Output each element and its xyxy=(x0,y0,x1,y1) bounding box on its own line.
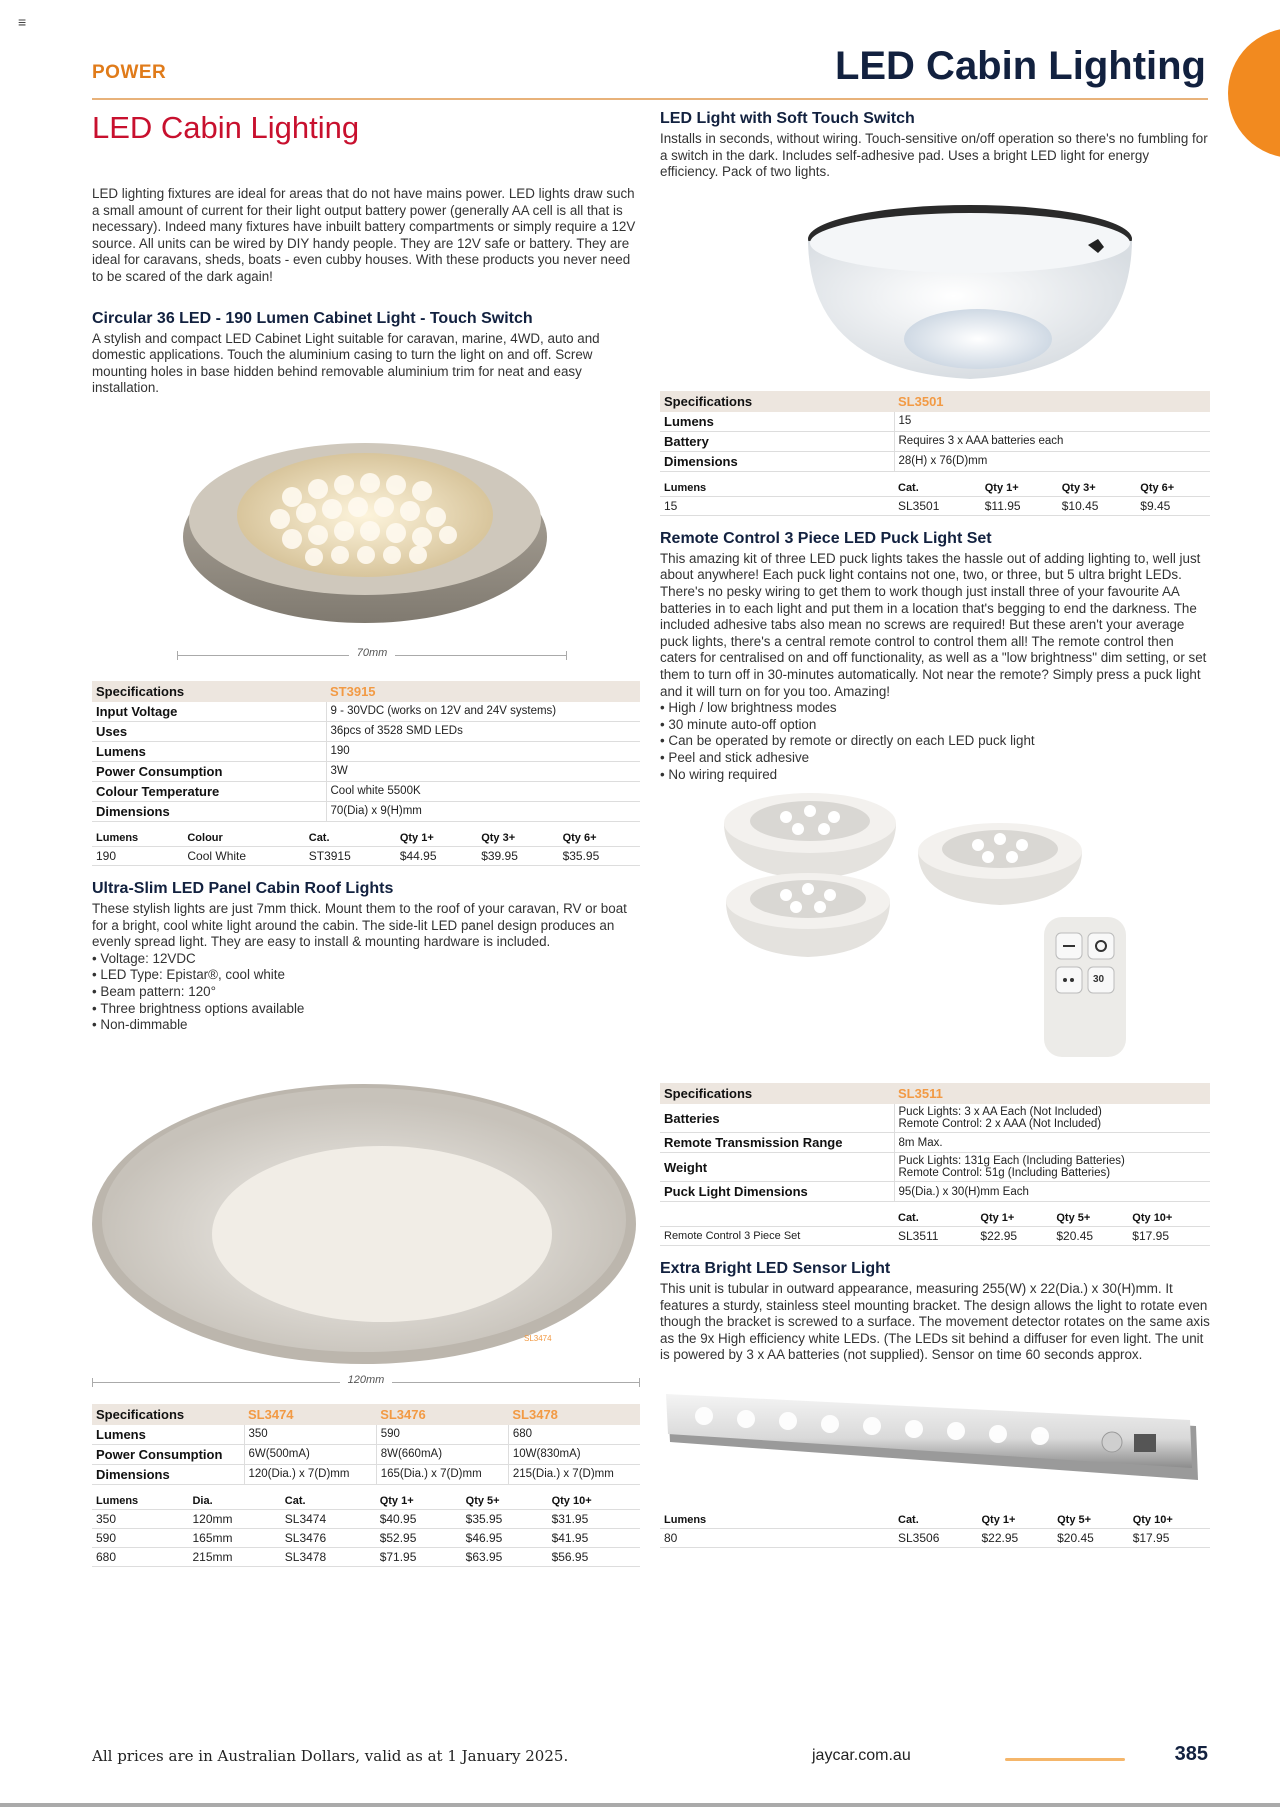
sl3474-image-code: SL3474 xyxy=(524,1333,552,1343)
spec-header-code: SL3501 xyxy=(894,391,1210,412)
sl3511-image xyxy=(660,783,1210,1083)
price-cell: $41.95 xyxy=(548,1528,640,1547)
price-col-qty10: Qty 10+ xyxy=(1132,1514,1173,1527)
spec-table-sl3511 xyxy=(660,1083,1210,1202)
spec-key: Dimensions xyxy=(660,451,894,471)
price-cell: $17.95 xyxy=(1128,1227,1210,1246)
price-cell: 80 xyxy=(660,1529,894,1548)
spec-value: 28(H) x 76(D)mm xyxy=(894,451,1210,471)
spec-key: Puck Light Dimensions xyxy=(660,1182,894,1202)
price-cell: $17.95 xyxy=(1129,1529,1210,1548)
price-row xyxy=(660,1227,1210,1246)
spec-key: Power Consumption xyxy=(92,761,326,781)
list-item: • High / low brightness modes xyxy=(660,700,1210,717)
price-col-lumens: Lumens xyxy=(664,481,707,494)
price-col-cat: Cat. xyxy=(308,831,330,844)
spec-value: 10W(830mA) xyxy=(508,1444,640,1464)
spec-row xyxy=(660,431,1210,451)
spec-row xyxy=(92,721,640,741)
price-col-lumens: Lumens xyxy=(96,1494,139,1507)
section-label: POWER xyxy=(92,62,167,83)
spec-key: Colour Temperature xyxy=(92,781,326,801)
price-cell: 15 xyxy=(660,496,894,515)
spec-row xyxy=(660,1133,1210,1153)
spec-row xyxy=(92,1444,640,1464)
spec-row xyxy=(660,412,1210,432)
spec-value: 8W(660mA) xyxy=(376,1444,508,1464)
spec-value: 120(Dia.) x 7(D)mm xyxy=(244,1464,376,1484)
list-item: • LED Type: Epistar®, cool white xyxy=(92,967,640,984)
product-title-sl3511: Remote Control 3 Piece LED Puck Light Set xyxy=(660,529,992,547)
price-cell: 120mm xyxy=(188,1509,280,1528)
product-desc-st3915: A stylish and compact LED Cabinet Light suitable for caravan, marine, 4WD, auto and domestic applications. Touch the aluminium casing to turn the light on and off. Screw mounting holes in base hidden behind removable aluminium trim for neat and easy installation. xyxy=(92,330,600,396)
sl3474-image xyxy=(92,1034,640,1374)
price-row xyxy=(660,1529,1210,1548)
spec-row xyxy=(660,1153,1210,1182)
price-col-qty1: Qty 1+ xyxy=(981,1514,1016,1527)
product-title-sl3506: Extra Bright LED Sensor Light xyxy=(660,1260,891,1278)
spec-table-sl3501 xyxy=(660,391,1210,472)
spec-key: Lumens xyxy=(92,741,326,761)
price-cell: 215mm xyxy=(188,1547,280,1566)
price-cell: $20.45 xyxy=(1053,1529,1129,1548)
spec-header-code: SL3511 xyxy=(894,1083,1210,1104)
footer-website-link[interactable]: jaycar.com.au xyxy=(812,1747,911,1764)
price-row xyxy=(92,1547,640,1566)
cat-code-link[interactable]: SL3511 xyxy=(894,1227,976,1246)
product-desc-sl3474: These stylish lights are just 7mm thick. Mount them to the roof of your caravan, RV or boat for a bright, cool white light around the cabin. The side-lit LED panel design produces an evenly spread light. They are easy to install & mounting hardware is included. xyxy=(92,900,627,950)
price-cell: $11.95 xyxy=(981,496,1058,515)
price-cell: $35.95 xyxy=(559,846,640,865)
product-desc-sl3501: Installs in seconds, without wiring. Touch-sensitive on/off operation so there's no fumbling for a switch in the dark. Includes self-adhesive pad. Uses a bright LED light for energy efficiency. Pack of two lights. xyxy=(660,131,1208,180)
price-cell: $46.95 xyxy=(462,1528,548,1547)
list-item: • Can be operated by remote or directly on each LED puck light xyxy=(660,733,1210,750)
spec-key: Lumens xyxy=(92,1425,244,1445)
spec-value: 95(Dia.) x 30(H)mm Each xyxy=(898,1185,1029,1198)
cat-code-link[interactable]: SL3506 xyxy=(894,1529,978,1548)
spec-key: Dimensions xyxy=(92,801,326,821)
st3915-image xyxy=(92,397,640,647)
spec-key: Battery xyxy=(660,431,894,451)
price-cell: 680 xyxy=(92,1547,188,1566)
price-col-qty5: Qty 5+ xyxy=(1056,1212,1091,1225)
spec-value: Remote Control: 51g (Including Batteries) xyxy=(898,1167,1111,1180)
product-desc-sl3506: This unit is tubular in outward appearance, measuring 255(W) x 22(Dia.) x 30(H)mm. It features a sturdy, stainless steel mounting bracket. The design allows the light to rotate even though the bracket is screwed to a surface. The movement detector rotates on the same axis as the 9x High efficiency white LEDs. (The LEDs sit behind a diffuser for even light. The unit is powered by 3 x AA batteries (not supplied). Sensor on time 60 seconds approx. xyxy=(660,1281,1210,1363)
page-title: LED Cabin Lighting xyxy=(834,44,1206,88)
sl3474-dimension-label: 120mm xyxy=(340,1374,393,1386)
title-divider xyxy=(92,98,1208,100)
price-col-qty6: Qty 6+ xyxy=(562,831,597,844)
price-table-sl3511 xyxy=(660,1210,1210,1246)
spec-key: Batteries xyxy=(660,1104,894,1133)
price-col-colour: Colour xyxy=(187,831,223,844)
list-item: • 30 minute auto-off option xyxy=(660,717,1210,734)
spec-value: 350 xyxy=(244,1425,376,1445)
price-cell: $56.95 xyxy=(548,1547,640,1566)
cat-code-link[interactable]: SL3501 xyxy=(894,496,981,515)
price-row xyxy=(92,1509,640,1528)
spec-value: 3W xyxy=(326,761,640,781)
right-column xyxy=(660,110,1210,1548)
price-cell: $20.45 xyxy=(1052,1227,1128,1246)
spec-header-label: Specifications xyxy=(660,391,894,412)
spec-table-sl3474 xyxy=(92,1404,640,1485)
spec-row xyxy=(92,741,640,761)
price-col-qty1: Qty 1+ xyxy=(379,1494,414,1507)
spec-value: 8m Max. xyxy=(898,1136,943,1149)
sl3511-feature-list xyxy=(660,700,1210,783)
price-cell: $35.95 xyxy=(462,1509,548,1528)
price-table-sl3501 xyxy=(660,480,1210,516)
spec-key: Uses xyxy=(92,721,326,741)
spec-row xyxy=(92,1425,640,1445)
spec-header-label: Specifications xyxy=(92,1404,244,1425)
product-desc-sl3511: This amazing kit of three LED puck lights takes the hassle out of adding lighting to, well just about anywhere! Each puck light contains not one, two, or three, but 5 ultra bright LEDs. There's no pesky wiring to get them to work though just install three of your favourite AA batteries in to each light and put them in a location that's begging to end the darkness. The included adhesive tabs also mean no screws are required! But these aren't your average puck lights, there's a central remote control to control them all! The remote control then caters for centralised on and off functionality, as well as a "low brightness" dim setting, or set them to turn off in 30-minutes automatically. Not near the remote? Simply press a puck light and it will turn on for you too. Amazing! xyxy=(660,550,1207,699)
price-cell: 350 xyxy=(92,1509,188,1528)
spec-value: 36pcs of 3528 SMD LEDs xyxy=(326,721,640,741)
price-col-cat: Cat. xyxy=(898,1514,919,1527)
footer-accent-line xyxy=(1005,1758,1125,1761)
spec-row xyxy=(92,702,640,722)
cat-code-link[interactable]: ST3915 xyxy=(305,846,396,865)
spec-row xyxy=(660,451,1210,471)
price-table-st3915 xyxy=(92,830,640,866)
price-table-sl3506 xyxy=(660,1512,1210,1548)
cat-code-link[interactable]: SL3478 xyxy=(281,1547,376,1566)
spec-value: 680 xyxy=(508,1425,640,1445)
product-title-sl3501: LED Light with Soft Touch Switch xyxy=(660,110,915,127)
price-col-qty10: Qty 10+ xyxy=(1132,1212,1173,1225)
orange-tab-decoration xyxy=(1228,28,1280,158)
price-col-cat: Cat. xyxy=(284,1494,306,1507)
price-col-cat: Cat. xyxy=(898,481,919,494)
price-col-desc xyxy=(660,1210,894,1227)
spec-value: 190 xyxy=(326,741,640,761)
spec-value: Remote Control: 2 x AAA (Not Included) xyxy=(898,1118,1102,1131)
spec-value: 9 - 30VDC (works on 12V and 24V systems) xyxy=(326,702,640,722)
list-item: • Non-dimmable xyxy=(92,1017,640,1034)
footer-price-note: All prices are in Australian Dollars, valid as at 1 January 2025. xyxy=(92,1747,569,1765)
spec-value: 215(Dia.) x 7(D)mm xyxy=(508,1464,640,1484)
spec-header-label: Specifications xyxy=(92,681,326,702)
price-col-cat: Cat. xyxy=(898,1212,919,1225)
spec-value: 590 xyxy=(376,1425,508,1445)
spec-value: Cool white 5500K xyxy=(326,781,640,801)
product-title-st3915: Circular 36 LED - 190 Lumen Cabinet Light - Touch Switch xyxy=(92,309,533,327)
list-item: • Peel and stick adhesive xyxy=(660,750,1210,767)
price-row xyxy=(92,846,640,865)
spec-header-label: Specifications xyxy=(660,1083,894,1104)
price-cell: $9.45 xyxy=(1136,496,1210,515)
spec-row xyxy=(660,1182,1210,1202)
list-item: • Beam pattern: 120° xyxy=(92,984,640,1001)
price-cell: $31.95 xyxy=(548,1509,640,1528)
spec-key: Lumens xyxy=(660,412,894,432)
sl3474-dimension-line xyxy=(92,1374,640,1392)
spec-value: 6W(500mA) xyxy=(244,1444,376,1464)
list-item: • Voltage: 12VDC xyxy=(92,951,640,968)
cat-code-link[interactable]: SL3474 xyxy=(281,1509,376,1528)
price-cell: $39.95 xyxy=(477,846,558,865)
spec-key: Remote Transmission Range xyxy=(660,1133,894,1153)
price-cell: 590 xyxy=(92,1528,188,1547)
price-cell: $40.95 xyxy=(376,1509,462,1528)
list-item: • No wiring required xyxy=(660,767,1210,784)
spec-key: Weight xyxy=(660,1153,894,1182)
price-col-qty1: Qty 1+ xyxy=(399,831,434,844)
spec-table-st3915 xyxy=(92,681,640,822)
st3915-dimension-label: 70mm xyxy=(349,647,396,659)
sl3474-feature-list xyxy=(92,951,640,1034)
price-col-dia: Dia. xyxy=(192,1494,213,1507)
spec-value: Puck Lights: 3 x AA Each (Not Included) xyxy=(898,1106,1102,1119)
intro-heading: LED Cabin Lighting xyxy=(92,110,360,145)
sl3506-image xyxy=(660,1364,1210,1504)
price-cell: Remote Control 3 Piece Set xyxy=(660,1227,894,1246)
price-cell: $22.95 xyxy=(976,1227,1052,1246)
remote-30-button-label: 30 xyxy=(1093,974,1105,986)
price-cell: $63.95 xyxy=(462,1547,548,1566)
left-column xyxy=(92,108,640,1567)
spec-header-code: SL3478 xyxy=(508,1404,640,1425)
spec-value: 15 xyxy=(894,412,1210,432)
price-col-qty10: Qty 10+ xyxy=(551,1494,592,1507)
price-table-sl3474 xyxy=(92,1493,640,1567)
spec-row xyxy=(92,761,640,781)
price-col-qty6: Qty 6+ xyxy=(1140,481,1175,494)
price-col-lumens: Lumens xyxy=(96,831,139,844)
product-title-sl3474: Ultra-Slim LED Panel Cabin Roof Lights xyxy=(92,879,394,897)
price-cell: $52.95 xyxy=(376,1528,462,1547)
price-col-qty1: Qty 1+ xyxy=(980,1212,1015,1225)
spec-row xyxy=(92,781,640,801)
st3915-dimension-line xyxy=(177,647,567,665)
price-col-lumens: Lumens xyxy=(664,1514,707,1527)
menu-icon[interactable]: ≡ xyxy=(18,14,27,30)
price-cell: $22.95 xyxy=(978,1529,1054,1548)
spec-key: Dimensions xyxy=(92,1464,244,1484)
spec-value: 70(Dia) x 9(H)mm xyxy=(326,801,640,821)
sl3501-image xyxy=(660,181,1210,391)
spec-header-code: SL3476 xyxy=(376,1404,508,1425)
price-cell: Cool White xyxy=(183,846,304,865)
price-col-qty3: Qty 3+ xyxy=(1061,481,1096,494)
cat-code-link[interactable]: SL3476 xyxy=(281,1528,376,1547)
spec-header-code: SL3474 xyxy=(244,1404,376,1425)
spec-value: Puck Lights: 131g Each (Including Batteries) xyxy=(898,1155,1125,1168)
price-cell: $71.95 xyxy=(376,1547,462,1566)
price-col-qty1: Qty 1+ xyxy=(984,481,1019,494)
spec-key: Power Consumption xyxy=(92,1444,244,1464)
price-col-qty5: Qty 5+ xyxy=(465,1494,500,1507)
spec-value: 165(Dia.) x 7(D)mm xyxy=(376,1464,508,1484)
intro-text: LED lighting fixtures are ideal for areas that do not have mains power. LED lights draw such a small amount of current for their light output battery power (generally AA cell is all that is necessary). Indeed many fixtures have inbuilt battery compartments or simply require a 12V source. All units can be wired by DIY handy people. They are 12V safe or battery. They are ideal for caravans, sheds, boats - even cubby houses. With these products you never need to be scared of the dark again! xyxy=(92,186,636,284)
list-item: • Three brightness options available xyxy=(92,1001,640,1018)
spec-row xyxy=(92,1464,640,1484)
price-row xyxy=(660,496,1210,515)
price-col-qty3: Qty 3+ xyxy=(481,831,516,844)
bottom-border xyxy=(0,1803,1280,1807)
spec-row xyxy=(660,1104,1210,1133)
page-number: 385 xyxy=(1174,1743,1208,1765)
spec-header-code: ST3915 xyxy=(326,681,640,702)
price-cell: $10.45 xyxy=(1058,496,1137,515)
spec-row xyxy=(92,801,640,821)
spec-key: Input Voltage xyxy=(92,702,326,722)
price-row xyxy=(92,1528,640,1547)
price-cell: 190 xyxy=(92,846,183,865)
price-col-qty5: Qty 5+ xyxy=(1057,1514,1092,1527)
price-cell: $44.95 xyxy=(396,846,477,865)
price-cell: 165mm xyxy=(188,1528,280,1547)
spec-value: Requires 3 x AAA batteries each xyxy=(894,431,1210,451)
